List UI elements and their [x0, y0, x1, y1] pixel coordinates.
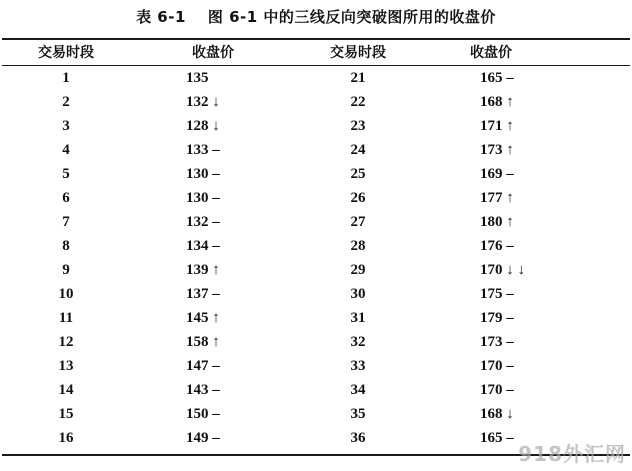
close-cell: 170 – [480, 382, 514, 398]
close-cell: 150 – [186, 406, 220, 422]
close-cell: 165 – [480, 430, 514, 446]
close-cell: 173 ↑ [480, 142, 514, 158]
table-number: 表 6-1 [136, 8, 186, 26]
close-cell: 130 – [186, 166, 220, 182]
table-row [0, 138, 632, 162]
close-cell: 168 ↑ [480, 94, 514, 110]
close-cell: 176 – [480, 238, 514, 254]
close-cell: 132 ↓ [186, 94, 220, 110]
close-cell: 149 – [186, 430, 220, 446]
close-cell: 133 – [186, 142, 220, 158]
period-cell: 21 [350, 70, 366, 86]
period-cell: 32 [350, 334, 366, 350]
close-cell: 170 ↓ ↓ [480, 262, 525, 278]
table-row [0, 210, 632, 234]
period-cell: 25 [350, 166, 366, 182]
period-cell: 16 [58, 430, 74, 446]
close-cell: 143 – [186, 382, 220, 398]
period-cell: 34 [350, 382, 366, 398]
period-cell: 13 [58, 358, 74, 374]
close-cell: 168 ↓ [480, 406, 514, 422]
period-cell: 9 [62, 262, 70, 278]
period-cell: 36 [350, 430, 366, 446]
period-cell: 3 [62, 118, 70, 134]
period-cell: 24 [350, 142, 366, 158]
period-cell: 1 [62, 70, 70, 86]
period-cell: 5 [62, 166, 70, 182]
period-cell: 10 [58, 286, 74, 302]
close-cell: 173 – [480, 334, 514, 350]
close-cell: 169 – [480, 166, 514, 182]
period-cell: 33 [350, 358, 366, 374]
period-cell: 11 [58, 310, 74, 326]
table-row [0, 234, 632, 258]
period-cell: 35 [350, 406, 366, 422]
period-cell: 12 [58, 334, 74, 350]
period-cell: 31 [350, 310, 366, 326]
header-close-right: 收盘价 [470, 45, 512, 61]
period-cell: 15 [58, 406, 74, 422]
table-row [0, 90, 632, 114]
period-cell: 29 [350, 262, 366, 278]
table-row [0, 378, 632, 402]
close-cell: 179 – [480, 310, 514, 326]
close-cell: 128 ↓ [186, 118, 220, 134]
close-cell: 175 – [480, 286, 514, 302]
close-cell: 134 – [186, 238, 220, 254]
period-cell: 7 [62, 214, 70, 230]
close-cell: 147 – [186, 358, 220, 374]
table-title: 图 6-1 中的三线反向突破图所用的收盘价 [207, 8, 496, 26]
period-cell: 2 [62, 94, 70, 110]
header-close-left: 收盘价 [192, 45, 234, 61]
close-cell: 145 ↑ [186, 310, 220, 326]
header-period-right: 交易时段 [330, 45, 386, 61]
table-row [0, 354, 632, 378]
table-row [0, 402, 632, 426]
table-row [0, 186, 632, 210]
table-caption [0, 6, 632, 27]
table-row [0, 330, 632, 354]
period-cell: 8 [62, 238, 70, 254]
table-row [0, 66, 632, 90]
period-cell: 14 [58, 382, 74, 398]
period-cell: 22 [350, 94, 366, 110]
top-rule [2, 38, 630, 40]
watermark-logo: 918外汇网 [518, 442, 626, 466]
close-cell: 132 – [186, 214, 220, 230]
close-cell: 171 ↑ [480, 118, 514, 134]
period-cell: 4 [62, 142, 70, 158]
close-cell: 137 – [186, 286, 220, 302]
close-cell: 135 [186, 70, 209, 86]
table-header [0, 41, 632, 65]
close-cell: 170 – [480, 358, 514, 374]
close-cell: 180 ↑ [480, 214, 514, 230]
period-cell: 30 [350, 286, 366, 302]
close-cell: 130 – [186, 190, 220, 206]
close-cell: 165 – [480, 70, 514, 86]
close-cell: 158 ↑ [186, 334, 220, 350]
table-row [0, 306, 632, 330]
table-row [0, 114, 632, 138]
table-row [0, 258, 632, 282]
close-cell: 177 ↑ [480, 190, 514, 206]
period-cell: 23 [350, 118, 366, 134]
period-cell: 6 [62, 190, 70, 206]
period-cell: 26 [350, 190, 366, 206]
table-row [0, 162, 632, 186]
table-row [0, 282, 632, 306]
header-period-left: 交易时段 [38, 45, 94, 61]
close-cell: 139 ↑ [186, 262, 220, 278]
period-cell: 27 [350, 214, 366, 230]
period-cell: 28 [350, 238, 366, 254]
